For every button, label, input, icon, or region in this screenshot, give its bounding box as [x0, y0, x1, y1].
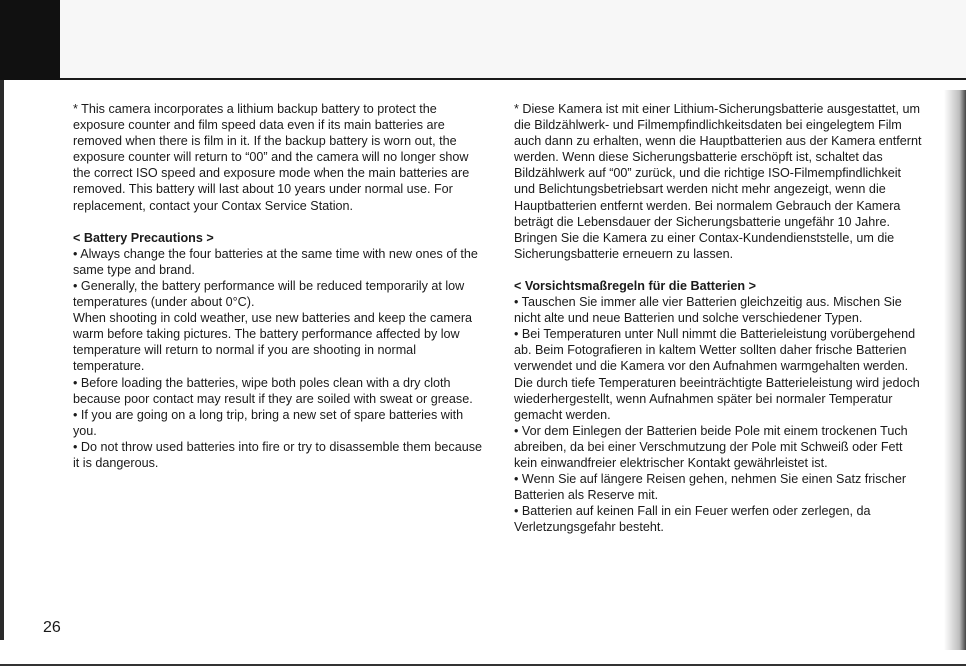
english-item: • Do not throw used batteries into fire or try to disassemble them because it is dangerous. [73, 439, 483, 470]
page-number: 26 [43, 619, 61, 636]
page-tab-marker [0, 0, 60, 80]
english-intro: * This camera incorporates a lithium backup battery to protect the exposure counter and film speed data even if its main batteries are removed when there is film in it. If the backup battery is worn out, the exposure counter will return to “00” and the camera will no longer show the correct ISO speed and exposure mode when the main batteries are removed. This battery will last about 10 years under normal use. For replacement, contact your Contax Service Station. [73, 102, 470, 213]
english-item: • Always change the four batteries at the same time with new ones of the same type and brand. [73, 246, 478, 277]
english-column [73, 101, 483, 471]
english-heading: < Battery Precautions > [73, 230, 214, 245]
german-item: • Batterien auf keinen Fall in ein Feuer werfen oder zerlegen, da Verletzungsgefahr besteht. [514, 504, 871, 535]
english-item: • Before loading the batteries, wipe both poles clean with a dry cloth because poor contact may result if they are soiled with sweat or grease. [73, 375, 473, 406]
english-item: • Generally, the battery performance will be reduced temporarily at low temperatures (under about 0°C). [73, 278, 465, 310]
left-page-edge [0, 80, 4, 640]
english-item: When shooting in cold weather, use new batteries and keep the camera warm before taking pictures. The battery performance affected by low temperature will return to normal if you are shooting in normal temperature. [73, 311, 473, 374]
german-item: • Bei Temperaturen unter Null nimmt die Batterieleistung vorübergehend ab. Beim Fotografieren in kaltem Wetter sollten daher frische Batterien verwendet und die Kamera vor den Aufnahmen warmgehalten werden. Die durch tiefe Temperaturen beeinträchtigte Batterieleistung wird jedoch wiederhergestellt, wenn Aufnahmen später bei normaler Temperatur gemacht werden. [514, 327, 920, 422]
english-item: • If you are going on a long trip, bring a new set of spare batteries with you. [73, 407, 464, 438]
german-intro: * Diese Kamera ist mit einer Lithium-Sicherungsbatterie ausgestattet, um die Bildzählwerk- und Filmempfindlichkeitsdaten bei eingelegtem Film auch dann zu erhalten, wenn die Hauptbatterien aus der Kamera entfernt werden. Wenn diese Sicherungsbatterie erschöpft ist, schaltet das Bildzählwerk auf “00” zurück, und die richtige ISO-Filmempfindlichkeit und Belichtungsbetriebsart werden nicht mehr angezeigt, wenn die Hauptbatterien entfernt werden. Bei normalem Gebrauch der Kamera beträgt die Lebensdauer der Sicherungsbatterie ungefähr 10 Jahre. Bringen Sie die Kamera zu einer Contax-Kundendienststelle, um die Sicherungsbatterie erneuern zu lassen. [514, 102, 922, 261]
german-item: • Tauschen Sie immer alle vier Batterien gleichzeitig aus. Mischen Sie nicht alte und neue Batterien und solche verschiedener Typen. [514, 295, 902, 326]
german-column [514, 101, 924, 535]
right-page-edge [944, 90, 966, 650]
bottom-rule [0, 664, 966, 666]
german-item: • Vor dem Einlegen der Batterien beide Pole mit einem trockenen Tuch abreiben, da bei einer Verschmutzung der Pole mit Schweiß oder Fett kein einwandfreier elektrischer Kontakt gewährleistet ist. [514, 423, 908, 470]
header-bar [60, 0, 966, 80]
german-heading: < Vorsichtsmaßregeln für die Batterien > [514, 278, 756, 293]
german-item: • Wenn Sie auf längere Reisen gehen, nehmen Sie einen Satz frischer Batterien als Reserve mit. [514, 472, 907, 503]
